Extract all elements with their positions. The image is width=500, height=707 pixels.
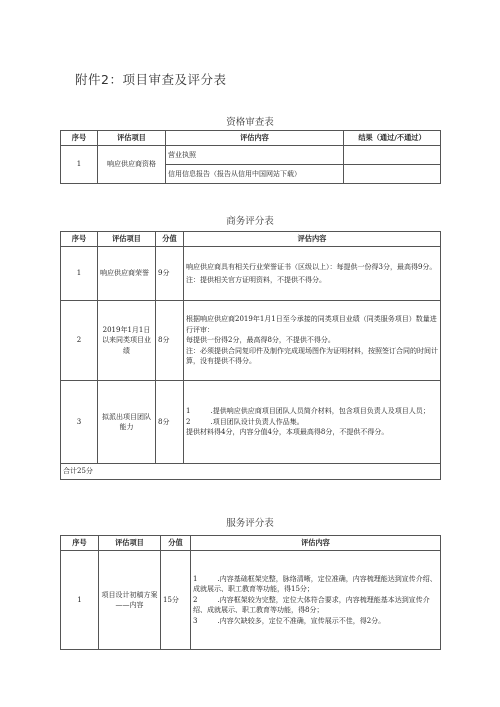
col-header-item: 评估项目 xyxy=(98,232,156,247)
table-header-row xyxy=(61,131,441,146)
table-row xyxy=(61,247,441,301)
table-row-total xyxy=(61,464,441,480)
col-header-no: 序号 xyxy=(61,131,98,146)
page-title: 附件2：项目审查及评分表 xyxy=(75,72,227,87)
col-header-content: 评估内容 xyxy=(184,232,441,247)
row-content xyxy=(184,381,441,464)
col-header-score: 分值 xyxy=(156,232,184,247)
row-no: 1 xyxy=(61,551,99,650)
row-content xyxy=(184,247,441,301)
service-score-table xyxy=(60,535,441,650)
row-item: 拟派出项目团队能力 xyxy=(98,381,156,464)
row-score: 8分 xyxy=(156,301,184,381)
row-item: 响应供应商资格 xyxy=(98,146,166,184)
row-result-cell xyxy=(344,146,441,165)
row-item: 2019年1月1日以来同类项目业绩 xyxy=(98,301,156,381)
row-content-credit: 信用信息报告（报告从信用中国网站下载） xyxy=(166,165,344,184)
table-row xyxy=(61,551,441,650)
table-row xyxy=(61,301,441,381)
row-no: 1 xyxy=(61,247,98,301)
table-row xyxy=(61,381,441,464)
col-header-content: 评估内容 xyxy=(166,131,344,146)
row-score: 9分 xyxy=(156,247,184,301)
row-content-license: 营业执照 xyxy=(166,146,344,165)
content-line: 2 .内容框架较为完整，定位大体符合要求，内容梳理能基本达到宣传介绍、成就展示、职工教育等功能，得8分； xyxy=(193,595,430,615)
col-header-item: 评估项目 xyxy=(98,131,166,146)
row-no: 3 xyxy=(61,381,98,464)
content-line: 响应供应商具有相关行业荣誉证书（区级以上）：每提供一份得3分，最高得9分。 xyxy=(186,262,437,271)
col-header-item: 评估项目 xyxy=(99,536,161,551)
row-content xyxy=(184,301,441,381)
business-score-table xyxy=(60,231,441,480)
content-line: 每提供一份得2分，最高得8分，不提供不得分。 xyxy=(186,336,335,345)
table-header-row xyxy=(61,536,441,551)
row-item: 项目设计初稿方案——内容 xyxy=(99,551,161,650)
content-line: 1 .内容基础框架完整，脉络清晰，定位准确，内容梳理能达到宣传介绍、成就展示、职工教育等功能，得15分； xyxy=(193,574,437,594)
row-no: 2 xyxy=(61,301,98,381)
content-line: 注：必须提供合同复印件及制作完成现场图作为证明材料，按照签订合同的时间计算，没有提供不得分。 xyxy=(186,346,438,366)
content-line: 3 .内容欠缺较多，定位不准确，宣传展示不佳，得2分。 xyxy=(193,616,386,625)
col-header-no: 序号 xyxy=(61,536,99,551)
table-row xyxy=(61,146,441,165)
content-line: 2 .项目团队设计负责人作品集。 xyxy=(186,417,304,426)
qualification-table-title: 资格审查表 xyxy=(226,117,274,128)
service-table-title: 服务评分表 xyxy=(226,518,274,529)
col-header-no: 序号 xyxy=(61,232,98,247)
business-table-title: 商务评分表 xyxy=(226,216,274,227)
row-score: 15分 xyxy=(161,551,191,650)
qualification-table xyxy=(60,130,441,184)
content-line: 根据响应供应商2019年1月1日至今承接的同类项目业绩（同类服务项目）数量进行评审： xyxy=(186,315,437,334)
col-header-score: 分值 xyxy=(161,536,191,551)
col-header-result: 结果（通过/不通过） xyxy=(344,131,441,146)
col-header-content: 评估内容 xyxy=(191,536,441,551)
row-score: 8分 xyxy=(156,381,184,464)
row-no: 1 xyxy=(61,146,98,184)
content-line: 提供材料得4分，内容分值4分，本项最高得8分，不提供不得分。 xyxy=(186,428,389,437)
row-result-cell xyxy=(344,165,441,184)
content-line: 1 .提供响应供应商项目团队人员简介材料，包含项目负责人及项目人员； xyxy=(186,407,430,416)
row-content xyxy=(191,551,441,650)
table-header-row xyxy=(61,232,441,247)
content-line: 注：提供相关官方证明资料，不提供不得分。 xyxy=(186,276,326,284)
total-cell: 合计25分 xyxy=(61,464,441,480)
row-item: 响应供应商荣誉 xyxy=(98,247,156,301)
